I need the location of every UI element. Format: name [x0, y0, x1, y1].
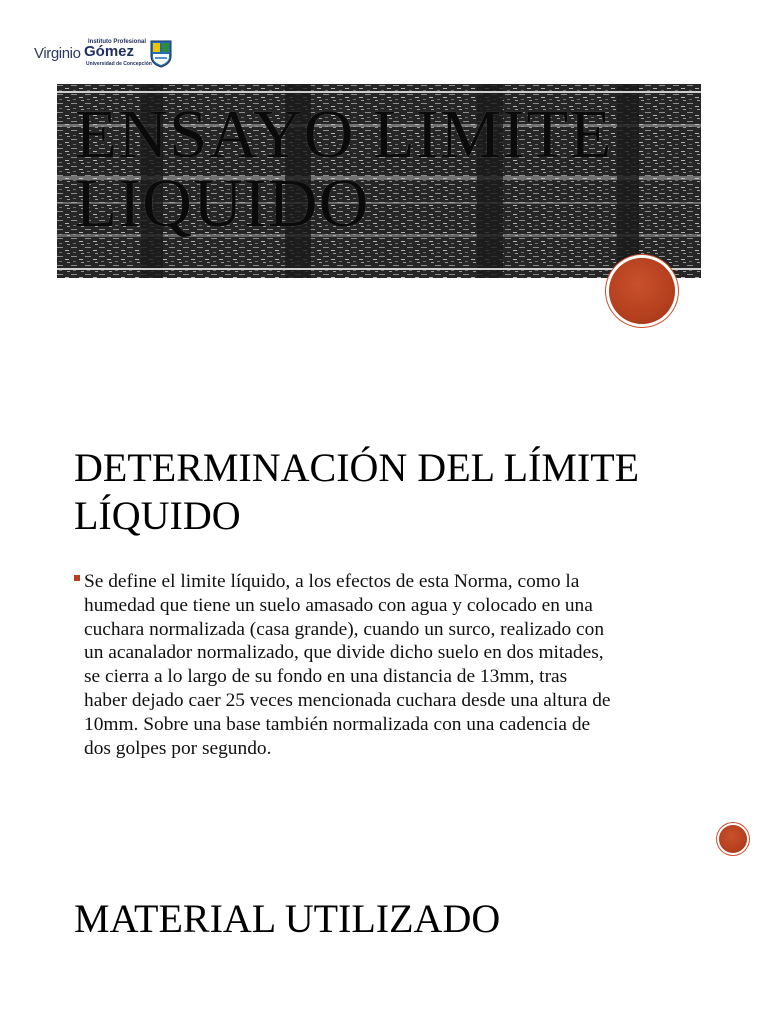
banner-top-rule	[57, 91, 701, 93]
institution-logo	[34, 36, 174, 72]
square-bullet-icon	[74, 575, 80, 581]
section-heading-materials: MATERIAL UTILIZADO	[74, 896, 501, 941]
paragraph-line: dos golpes por segundo.	[84, 737, 272, 759]
title-line-2: LIQUIDO	[75, 165, 370, 241]
definition-paragraph	[84, 570, 714, 760]
heading-line-2: LÍQUIDO	[74, 493, 241, 538]
logo-last-name: Gómez	[84, 43, 135, 60]
orange-circle-decor-small	[719, 825, 747, 853]
paragraph-line: humedad que tiene un suelo amasado con agua y colocado en una	[84, 594, 593, 616]
paragraph-line: se cierra a lo largo de su fondo en una distancia de 13mm, tras	[84, 666, 568, 688]
title-line-1: ENSAYO LIMITE	[75, 96, 613, 172]
definition-bullet	[74, 570, 714, 760]
logo-institute-text: Instituto Profesional	[88, 39, 147, 45]
paragraph-line: cuchara normalizada (casa grande), cuando un surco, realizado con	[84, 618, 605, 640]
paragraph-line: Se define el limite líquido, a los efectos de esta Norma, como la	[84, 571, 580, 592]
university-shield-icon	[150, 40, 172, 68]
heading-line-1: DETERMINACIÓN DEL LÍMITE	[74, 445, 640, 490]
paragraph-line: 10mm. Sobre una base también normalizada con una cadencia de	[84, 713, 591, 735]
orange-circle-decor	[609, 258, 675, 324]
document-title	[75, 96, 695, 241]
logo-university-text: Universidad de Concepción	[86, 61, 152, 67]
logo-first-name: Virginio	[34, 45, 81, 62]
banner-bottom-rule	[57, 268, 701, 270]
paragraph-line: un acanalador normalizado, que divide dicho suelo en dos mitades,	[84, 642, 604, 664]
paragraph-line: haber dejado caer 25 veces mencionada cuchara desde una altura de	[84, 689, 611, 711]
section-heading-determination	[74, 444, 714, 540]
